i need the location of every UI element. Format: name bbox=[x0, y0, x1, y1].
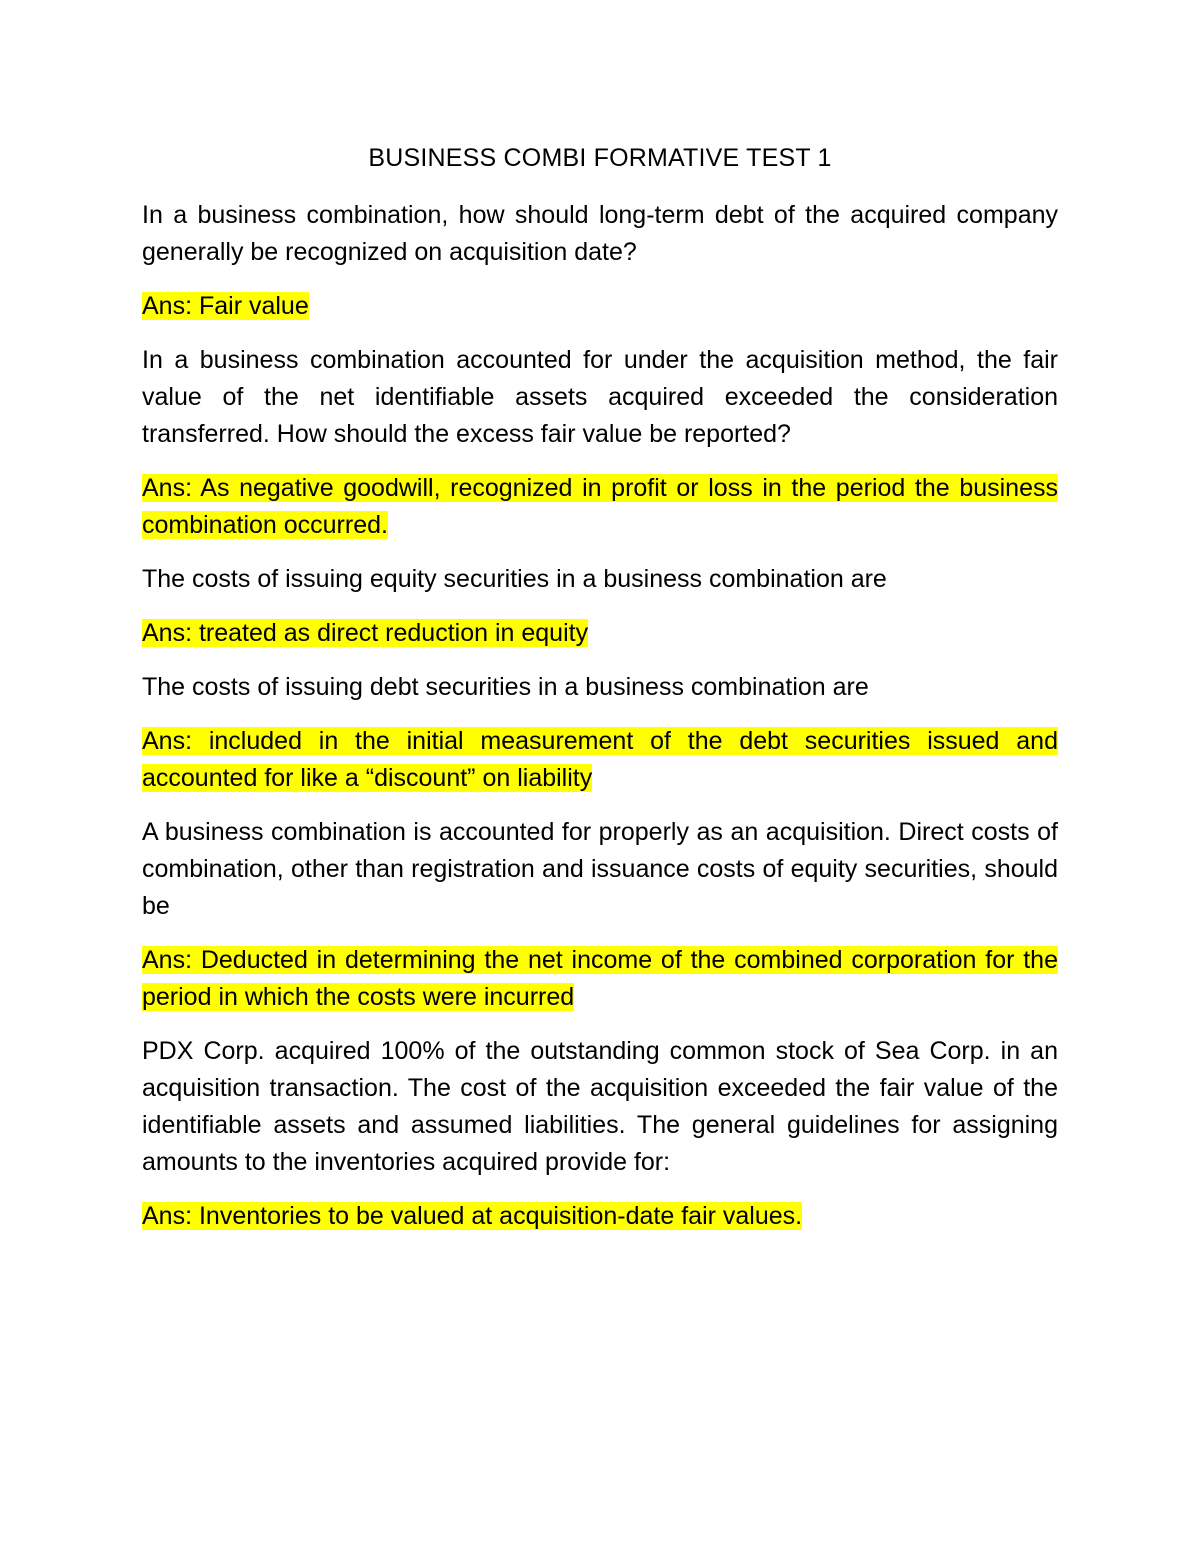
answer-2 bbox=[142, 470, 1058, 544]
question-2: In a business combination accounted for under the acquisition method, the fair value of the net identifiable assets acquired exceeded the consideration transferred. How should the excess fair value be reported? bbox=[142, 346, 1058, 448]
answer-4-highlight: Ans: included in the initial measurement of the debt securities issued and accounted for like a “discount” on liability bbox=[142, 727, 1058, 792]
question-3: The costs of issuing equity securities in a business combination are bbox=[142, 565, 887, 593]
answer-2-highlight: Ans: As negative goodwill, recognized in profit or loss in the period the business combination occurred. bbox=[142, 474, 1058, 539]
page-title: BUSINESS COMBI FORMATIVE TEST 1 bbox=[368, 144, 832, 172]
question-1: In a business combination, how should long-term debt of the acquired company generally be recognized on acquisition date? bbox=[142, 201, 1058, 266]
answer-3-highlight: Ans: treated as direct reduction in equity bbox=[142, 619, 589, 647]
answer-1 bbox=[142, 288, 1058, 325]
answer-3 bbox=[142, 615, 1058, 652]
qa-list bbox=[142, 197, 1058, 1252]
question-4: The costs of issuing debt securities in a business combination are bbox=[142, 673, 869, 701]
answer-6-highlight: Ans: Inventories to be valued at acquisition-date fair values. bbox=[142, 1202, 803, 1230]
question-6: PDX Corp. acquired 100% of the outstanding common stock of Sea Corp. in an acquisition transaction. The cost of the acquisition exceeded the fair value of the identifiable assets and assumed liabilities. The general guidelines for assigning amounts to the inventories acquired provide for: bbox=[142, 1037, 1058, 1176]
question-5: A business combination is accounted for properly as an acquisition. Direct costs of combination, other than registration and issuance costs of equity securities, should be bbox=[142, 818, 1058, 920]
answer-1-highlight: Ans: Fair value bbox=[142, 292, 309, 320]
answer-4 bbox=[142, 723, 1058, 797]
answer-5 bbox=[142, 942, 1058, 1016]
answer-5-highlight: Ans: Deducted in determining the net income of the combined corporation for the period in which the costs were incurred bbox=[142, 946, 1058, 1011]
answer-6 bbox=[142, 1198, 1058, 1235]
